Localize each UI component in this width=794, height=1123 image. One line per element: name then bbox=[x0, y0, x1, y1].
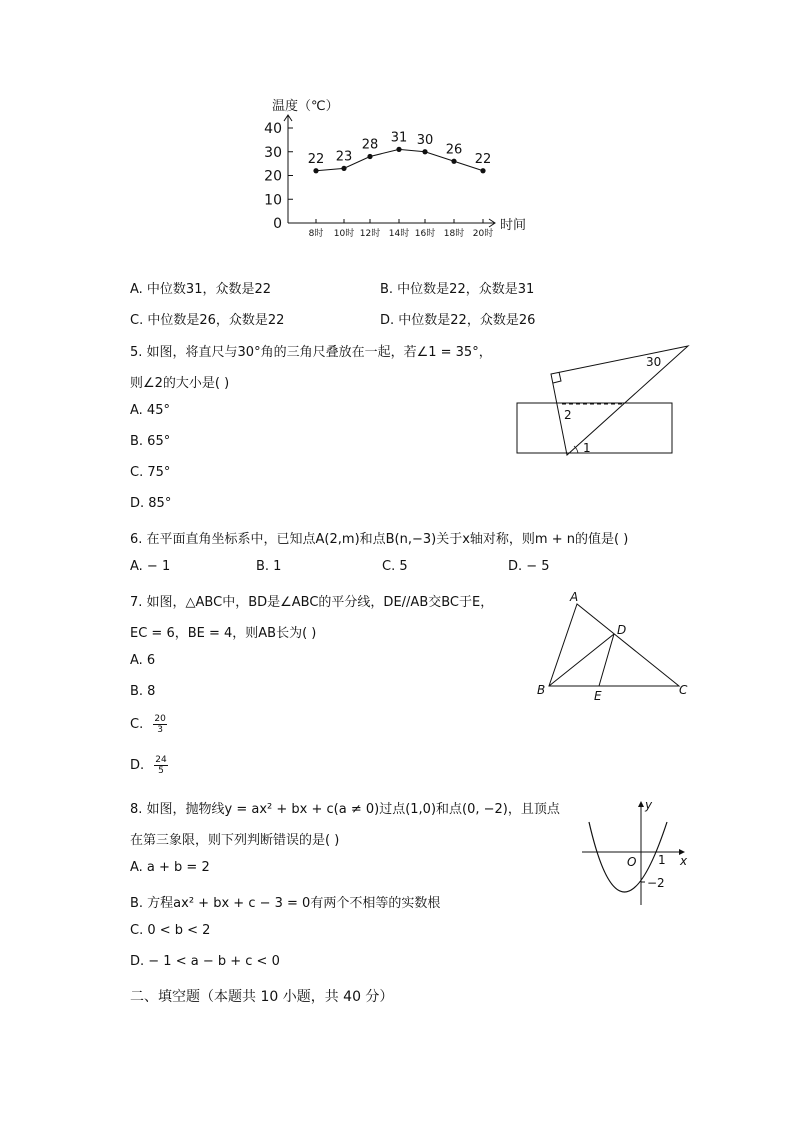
y-tick-label: 0 bbox=[273, 216, 282, 232]
label-angle-1: 1 bbox=[583, 441, 591, 455]
q7-c-numerator: 20 bbox=[154, 714, 166, 724]
q5-stem-line1: 5. 如图，将直尺与30°角的三角尺叠放在一起，若∠1 = 35°， bbox=[130, 345, 492, 360]
q4-option-a[interactable]: A. 中位数31，众数是22 bbox=[130, 282, 272, 297]
q7-option-d[interactable] bbox=[130, 755, 168, 776]
data-label: 30 bbox=[416, 132, 434, 148]
y-tick-label: 10 bbox=[264, 192, 282, 209]
label-30: 30 bbox=[646, 355, 662, 369]
chart-x-axis-label: 时间 bbox=[500, 218, 527, 233]
data-label: 22 bbox=[307, 151, 325, 167]
data-label: 28 bbox=[361, 137, 379, 153]
segment-bd bbox=[549, 634, 614, 686]
label-one: 1 bbox=[658, 853, 666, 867]
y-tick-label: 40 bbox=[264, 121, 282, 137]
y-tick-label: 30 bbox=[264, 144, 282, 161]
label-a: A bbox=[570, 590, 579, 604]
x-tick-label: 16时 bbox=[414, 229, 436, 239]
q7-option-b[interactable]: B. 8 bbox=[130, 684, 156, 699]
q7-option-c-fraction bbox=[153, 714, 166, 735]
label-angle-2: 2 bbox=[564, 408, 572, 422]
ruler-shape bbox=[517, 403, 672, 453]
segment-de bbox=[599, 634, 614, 686]
data-point bbox=[313, 168, 318, 173]
triangle-abc bbox=[549, 604, 679, 686]
data-point bbox=[422, 149, 427, 154]
q5-stem-line2: 则∠2的大小是( ) bbox=[130, 376, 230, 391]
label-x: x bbox=[680, 854, 688, 868]
q7-option-c[interactable] bbox=[130, 714, 167, 735]
q7-d-denominator: 5 bbox=[158, 766, 164, 776]
triangle-shape bbox=[551, 346, 688, 455]
label-d: D bbox=[617, 623, 627, 637]
q7-option-d-prefix: D. bbox=[130, 758, 145, 773]
q6-option-d[interactable]: D. − 5 bbox=[508, 559, 550, 574]
label-e: E bbox=[594, 689, 602, 703]
q6-option-c[interactable]: C. 5 bbox=[382, 559, 408, 574]
data-point bbox=[396, 147, 401, 152]
q6-option-b[interactable]: B. 1 bbox=[256, 559, 282, 574]
q5-option-b[interactable]: B. 65° bbox=[130, 434, 171, 449]
q5-option-a[interactable]: A. 45° bbox=[130, 403, 170, 418]
chart-plot-area bbox=[264, 115, 495, 239]
q4-option-c[interactable]: C. 中位数是26，众数是22 bbox=[130, 313, 285, 328]
q7-c-denominator: 3 bbox=[157, 725, 163, 735]
data-label: 31 bbox=[390, 130, 408, 146]
q8-option-a[interactable]: A. a + b = 2 bbox=[130, 860, 210, 875]
angle-1-arc bbox=[574, 446, 578, 453]
q7-stem-line1: 7. 如图，△ABC中，BD是∠ABC的平分线，DE//AB交BC于E， bbox=[130, 595, 494, 610]
q8-option-b[interactable]: B. 方程ax² + bx + c − 3 = 0有两个不相等的实数根 bbox=[130, 896, 441, 911]
q6-option-a[interactable]: A. − 1 bbox=[130, 559, 171, 574]
label-origin: O bbox=[627, 855, 637, 869]
right-angle-mark bbox=[553, 372, 561, 383]
q7-option-c-prefix: C. bbox=[130, 717, 144, 732]
q8-option-c[interactable]: C. 0 < b < 2 bbox=[130, 923, 211, 938]
q5-option-d[interactable]: D. 85° bbox=[130, 496, 172, 511]
q4-option-b[interactable]: B. 中位数是22，众数是31 bbox=[380, 282, 535, 297]
section-2-title: 二、填空题（本题共 10 小题，共 40 分） bbox=[130, 989, 394, 1005]
q8-stem-line1: 8. 如图，抛物线y = ax² + bx + c(a ≠ 0)过点(1,0)和点(0, −2)，且顶点 bbox=[130, 802, 560, 817]
data-label: 23 bbox=[335, 149, 353, 165]
q7-stem-line2: EC = 6，BE = 4，则AB长为( ) bbox=[130, 626, 317, 641]
q8-option-d[interactable]: D. − 1 < a − b + c < 0 bbox=[130, 954, 280, 969]
x-tick-label: 10时 bbox=[333, 229, 355, 239]
data-point bbox=[341, 166, 346, 171]
data-label: 26 bbox=[445, 142, 463, 158]
x-tick-label: 18时 bbox=[443, 229, 465, 239]
q7-d-numerator: 24 bbox=[155, 755, 167, 765]
label-y: y bbox=[645, 798, 653, 812]
q4-option-d[interactable]: D. 中位数是22，众数是26 bbox=[380, 313, 536, 328]
data-point bbox=[480, 168, 485, 173]
data-point bbox=[451, 159, 456, 164]
x-tick-label: 12时 bbox=[359, 229, 381, 239]
q5-option-c[interactable]: C. 75° bbox=[130, 465, 171, 480]
y-tick-label: 20 bbox=[264, 168, 282, 185]
parabola-curve bbox=[589, 822, 667, 892]
chart-y-axis-label: 温度（℃） bbox=[272, 99, 339, 114]
x-tick-label: 14时 bbox=[388, 229, 410, 239]
label-minus-two: −2 bbox=[647, 876, 665, 890]
q7-option-a[interactable]: A. 6 bbox=[130, 653, 156, 668]
temperature-line-chart bbox=[0, 0, 794, 260]
x-tick-label: 20时 bbox=[472, 229, 494, 239]
q8-stem-line2: 在第三象限，则下列判断错误的是( ) bbox=[130, 833, 340, 848]
data-label: 22 bbox=[474, 151, 492, 167]
label-c: C bbox=[679, 683, 688, 697]
x-tick-label: 8时 bbox=[308, 229, 324, 239]
q7-option-d-fraction bbox=[154, 755, 167, 776]
label-b: B bbox=[537, 683, 546, 697]
q6-stem: 6. 在平面直角坐标系中，已知点A(2,m)和点B(n,−3)关于x轴对称，则m + n的值是( ) bbox=[130, 532, 629, 547]
data-point bbox=[367, 154, 372, 159]
